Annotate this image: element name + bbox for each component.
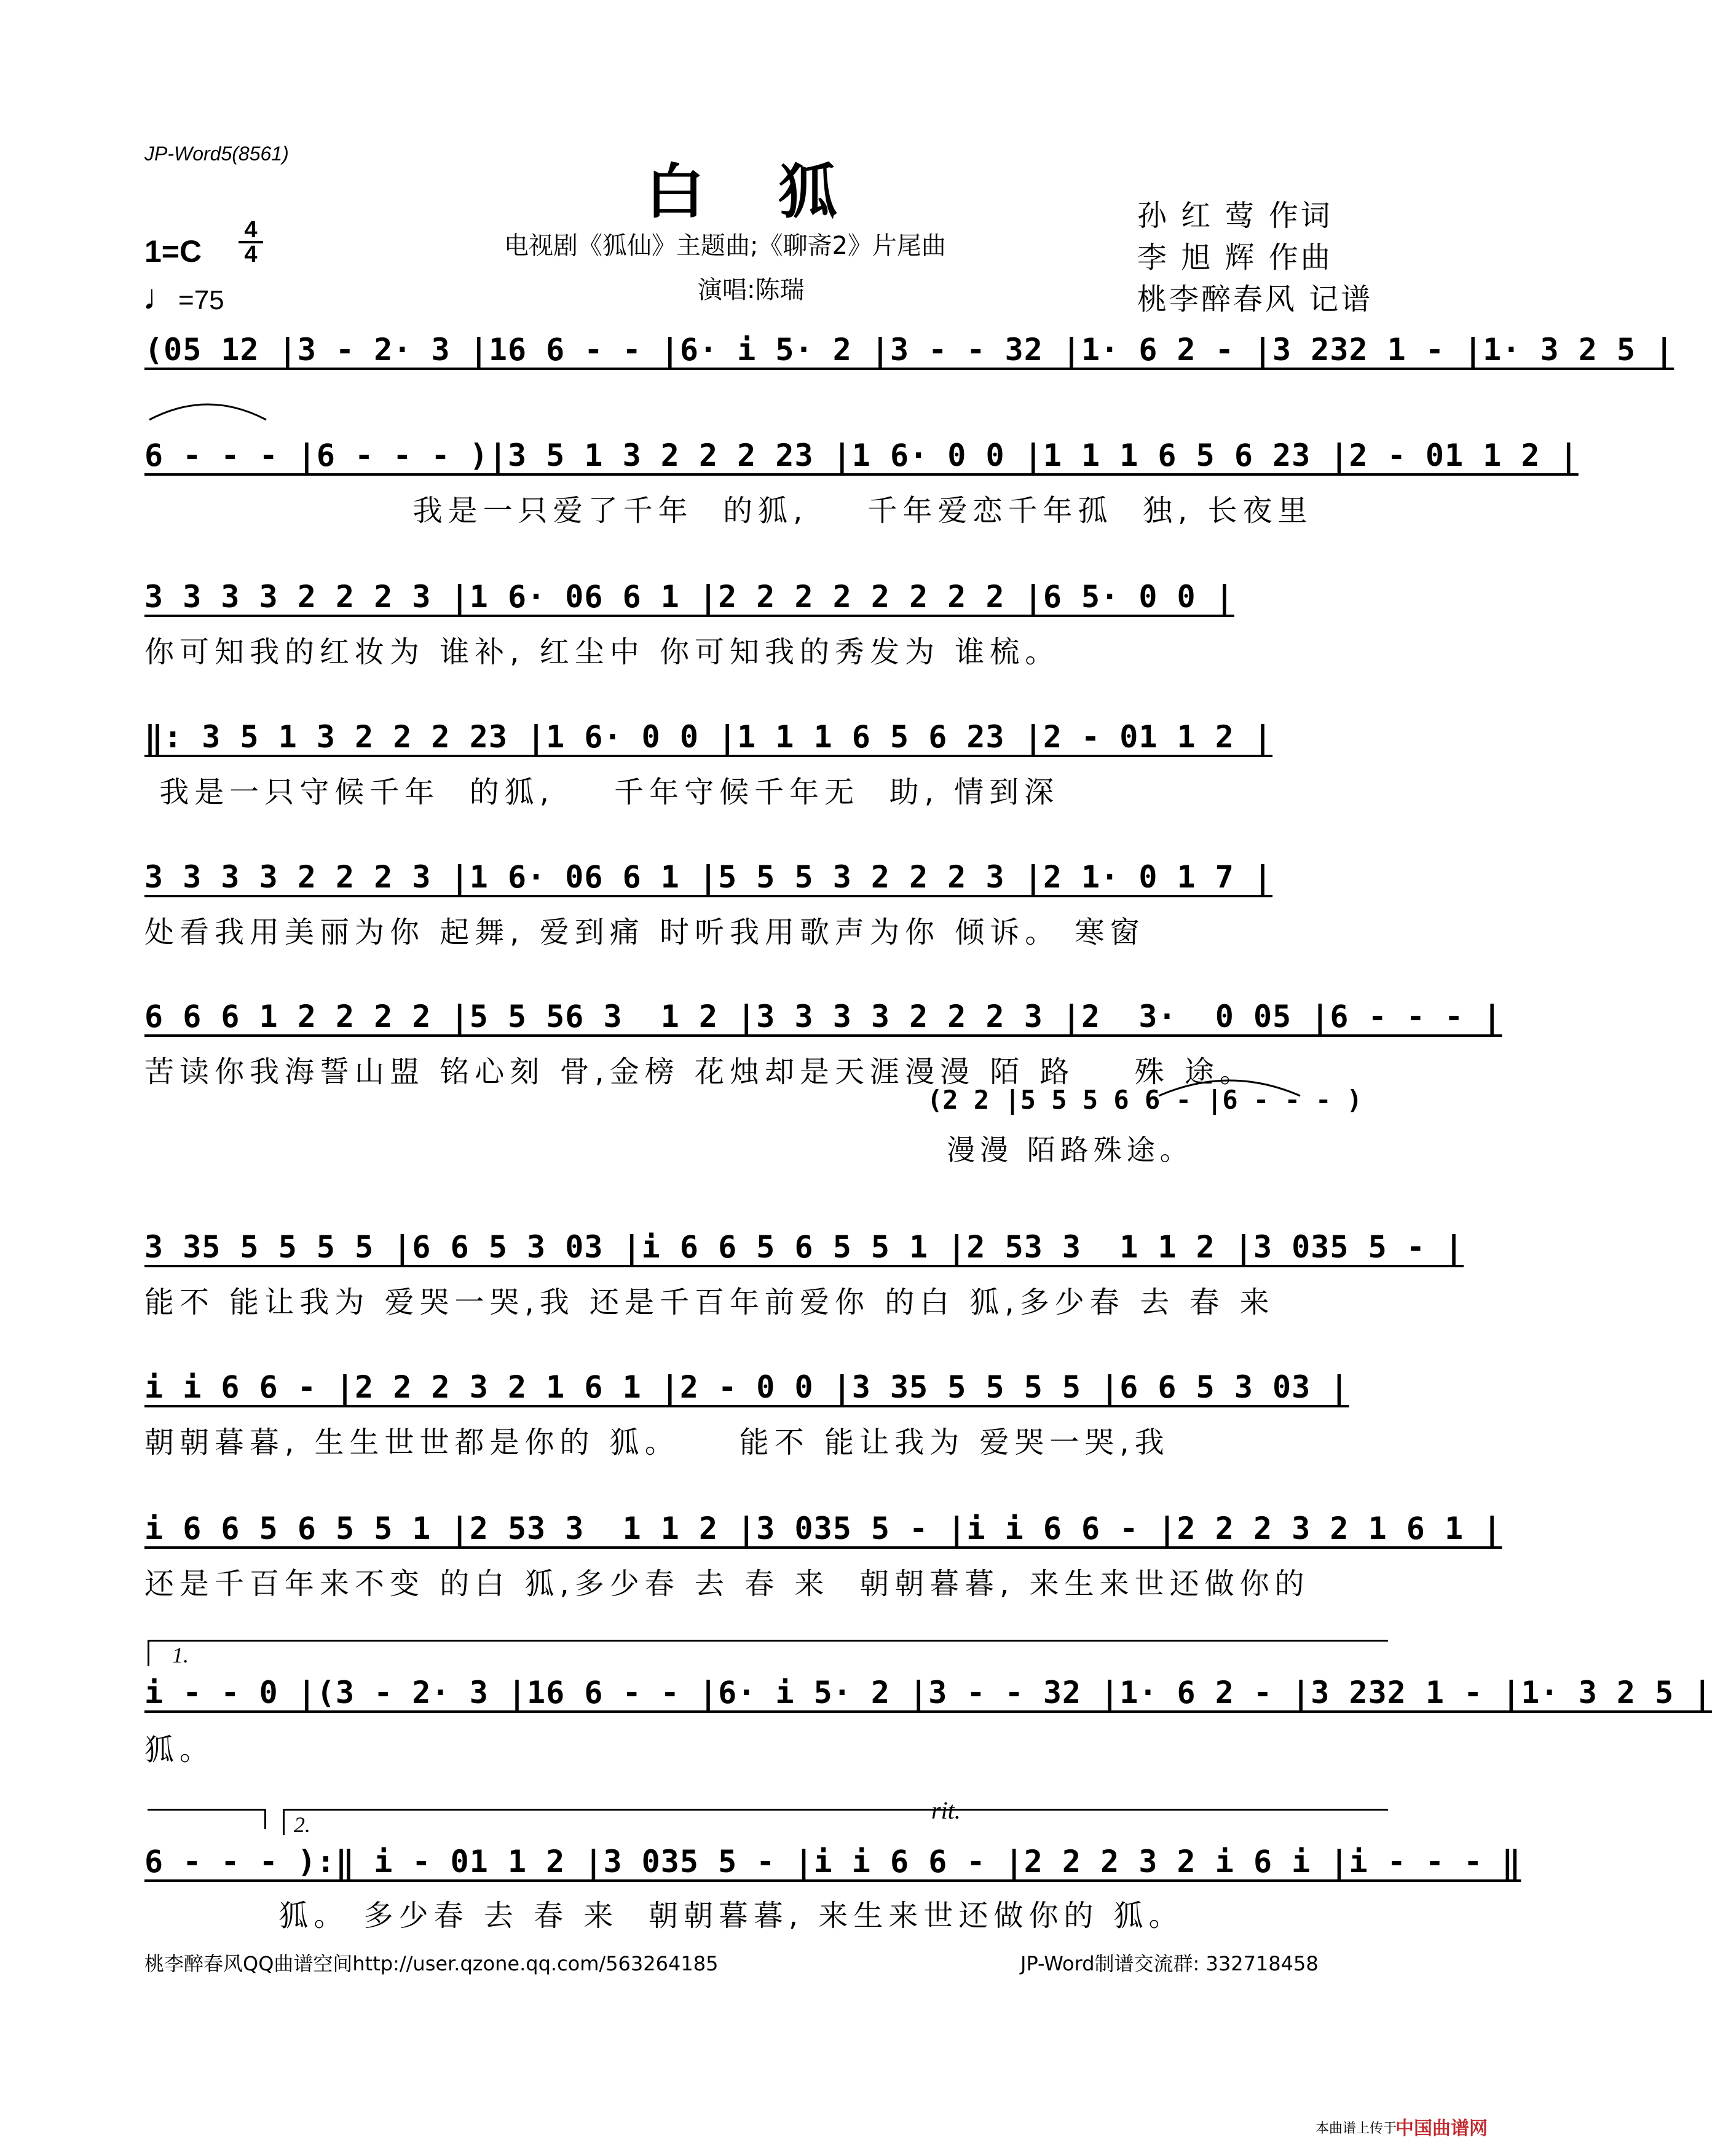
footer-group: JP-Word制谱交流群: 332718458: [1020, 1952, 1319, 1975]
software-label: JP-Word5(8561): [144, 143, 289, 165]
footer-source: 桃李醉春风QQ曲谱空间http://user.qzone.qq.com/563264185: [144, 1952, 719, 1975]
lyric-line-3: 你可知我的红妆为 谁补, 红尘中 你可知我的秀发为 谁梳。: [144, 635, 1060, 669]
tempo-value: =75: [178, 285, 224, 315]
time-signature-bottom: 4: [239, 241, 263, 266]
quarter-note-icon: ♩: [143, 277, 178, 317]
music-line-9: i 6 6 5 6 5 5 1 |2 53 3 1 1 2 |3 035 5 - |i i 6 6 - |2 2 2 3 2 1 6 1 |: [144, 1511, 1502, 1546]
lyric-line-8: 朝朝暮暮, 生生世世都是你的 狐。 能不 能让我为 爱哭一哭,我: [144, 1425, 1170, 1460]
first-ending-bracket-cont: [148, 1809, 266, 1829]
lyric-line-10: 狐。: [144, 1733, 215, 1767]
music-line-6: 6 6 6 1 2 2 2 2 |5 5 56 3 1 2 |3 3 3 3 2 2 2 3 |2 3· 0 05 |6 - - - |: [144, 999, 1502, 1034]
music-line-7: 3 35 5 5 5 5 |6 6 5 3 03 |i 6 6 5 6 5 5 1 |2 53 3 1 1 2 |3 035 5 - |: [144, 1229, 1464, 1265]
first-ending-bracket: [148, 1640, 1388, 1666]
lyric-line-6: 苦读你我海誓山盟 铭心刻 骨,金榜 花烛却是天涯漫漫 陌 路 殊 途。: [144, 1055, 1255, 1089]
lyric-line-7: 能不 能让我为 爱哭一哭,我 还是千百年前爱你 的白 狐,多少春 去 春 来: [144, 1285, 1275, 1320]
tie-arc: [146, 398, 269, 423]
music-line-3: 3 3 3 3 2 2 2 3 |1 6· 06 6 1 |2 2 2 2 2 2 2 2 |6 5· 0 0 |: [144, 579, 1234, 615]
lyricist-credit: 孙 红 莺 作词: [1137, 199, 1333, 233]
song-subtitle: 电视剧《狐仙》主题曲;《聊斋2》片尾曲: [504, 232, 946, 260]
watermark-brand-logo: 中国曲谱网: [1395, 2118, 1488, 2139]
music-line-11: 6 - - - ):‖ i - 01 1 2 |3 035 5 - |i i 6 6 - |2 2 2 3 2 i 6 i |i - - - ‖: [144, 1844, 1521, 1879]
music-line-2: 6 - - - |6 - - - )|3 5 1 3 2 2 2 23 |1 6· 0 0 |1 1 1 6 5 6 23 |2 - 01 1 2 |: [144, 438, 1579, 473]
lyric-line-11: 狐。 多少春 去 春 来 朝朝暮暮, 来生来世还做你的 狐。: [144, 1898, 1184, 1933]
key-signature: 1=C: [144, 234, 202, 269]
music-line-10: i - - 0 |(3 - 2· 3 |16 6 - - |6· i 5· 2 |3 - - 32 |1· 6 2 - |3 232 1 - |1· 3 2 5 |: [144, 1675, 1712, 1710]
second-ending-bracket: [283, 1809, 1388, 1835]
time-signature: [239, 219, 263, 266]
lyric-line-2: 我是一只爱了千年 的狐, 千年爱恋千年孤 独, 长夜里: [144, 494, 1313, 528]
music-line-8: i i 6 6 - |2 2 2 3 2 1 6 1 |2 - 0 0 |3 35 5 5 5 5 |6 6 5 3 03 |: [144, 1369, 1349, 1405]
watermark-text: 本曲谱上传于: [1316, 2121, 1397, 2136]
second-ending-label: 2.: [294, 1812, 310, 1837]
ritardando-marking: rit.: [931, 1796, 961, 1824]
music-line-5: 3 3 3 3 2 2 2 3 |1 6· 06 6 1 |5 5 5 3 2 2 2 3 |2 1· 0 1 7 |: [144, 859, 1273, 895]
composer-credit: 李 旭 辉 作曲: [1137, 240, 1333, 275]
time-signature-top: 4: [244, 217, 258, 243]
music-line-1: (05 12 |3 - 2· 3 |16 6 - - |6· i 5· 2 |3 - - 32 |1· 6 2 - |3 232 1 - |1· 3 2 5 |: [144, 332, 1675, 368]
alternate-ending-lyric: 漫漫 陌路殊途。: [947, 1133, 1193, 1167]
lyric-line-4: 我是一只守候千年 的狐, 千年守候千年无 助, 情到深: [144, 775, 1060, 809]
lyric-line-5: 处看我用美丽为你 起舞, 爱到痛 时听我用歌声为你 倾诉。 寒窗: [144, 915, 1145, 950]
music-line-4: ‖: 3 5 1 3 2 2 2 23 |1 6· 0 0 |1 1 1 6 5 6 23 |2 - 01 1 2 |: [144, 719, 1273, 755]
first-ending-label: 1.: [172, 1643, 189, 1667]
lyric-line-9: 还是千百年来不变 的白 狐,多少春 去 春 来 朝朝暮暮, 来生来世还做你的: [144, 1567, 1310, 1601]
performer: 演唱:陈瑞: [698, 276, 805, 304]
transcriber-credit: 桃李醉春风 记谱: [1137, 282, 1373, 317]
alternate-ending-music: (2 2 |5 5 5 6 6 - |6 - - - ): [927, 1085, 1363, 1115]
tempo-marking: [143, 277, 224, 318]
song-title: 白狐: [645, 157, 911, 226]
